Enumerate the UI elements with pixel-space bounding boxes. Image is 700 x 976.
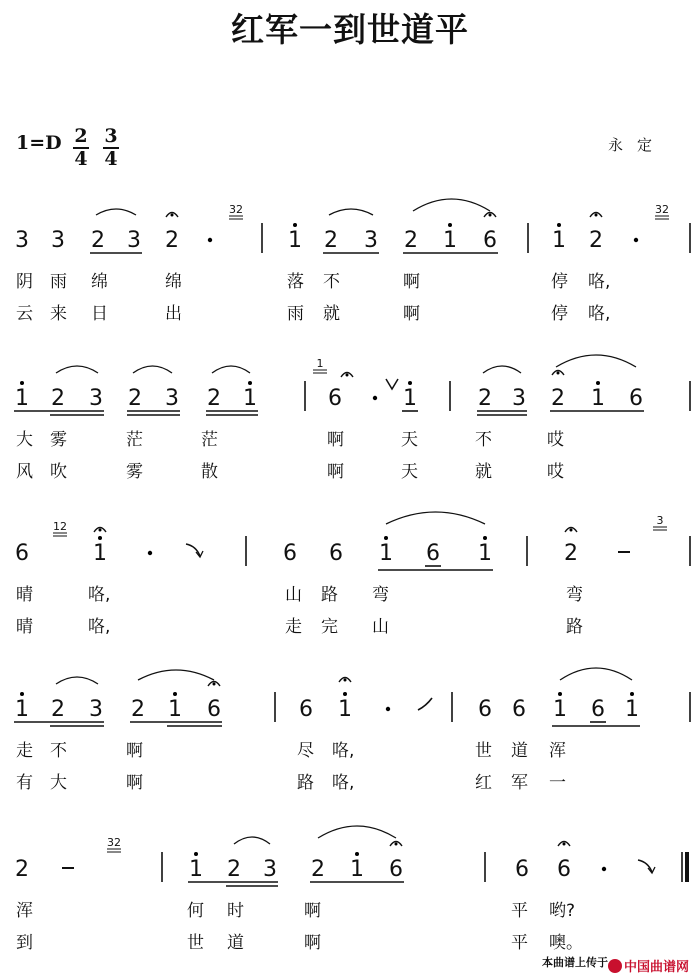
note-digit: 1 [243,386,257,411]
note-digit: 2 [478,386,492,411]
lyric-syllable: 散 [201,462,218,482]
octave-dot [20,381,24,385]
lyric-syllable: 雾 [126,462,143,482]
grace-note: 32 [107,836,121,849]
lyric-syllable: 来 [50,304,67,324]
fermata-dot [213,683,216,686]
time-sig-denominator: 4 [74,148,88,170]
lyric-syllable: 不 [475,430,492,450]
site-logo-text: 中国曲谱网 [624,960,690,975]
note-digit: 3 [89,697,103,722]
lyric-syllable: 平 [511,933,528,953]
lyric-syllable: 啊 [403,304,420,324]
lyric-syllable: 到 [16,933,33,953]
augmentation-dot [208,238,212,242]
key-signature: 1=D [16,132,62,154]
note-digit: 6 [629,386,643,411]
note-digit: 3 [89,386,103,411]
lyric-syllable: 浑 [549,741,566,761]
lyric-syllable: 哟? [549,901,576,921]
note-digit: 3 [51,228,65,253]
lyric-syllable: 世 [475,741,492,761]
lyric-syllable: 落 [287,272,304,292]
song-title: 红军一到世道平 [231,10,469,49]
slur [234,837,270,844]
lyric-syllable: 道 [511,741,528,761]
note-digit: 2 [165,228,179,253]
lyric-syllable: 不 [50,741,67,761]
octave-dot [194,852,198,856]
lyric-syllable: 啊 [126,741,143,761]
note-digit: 3 [263,857,277,882]
lyric-syllable: 时 [227,901,244,921]
lyric-syllable: 风 [16,462,33,482]
octave-dot [408,381,412,385]
note-digit: 2 [324,228,338,253]
note-digit: 1 [93,541,107,566]
lyric-syllable: 茫 [201,430,218,450]
octave-dot [20,692,24,696]
note-digit: 2 [551,386,565,411]
note-digit: 6 [328,386,342,411]
note-digit: 1 [350,857,364,882]
note-digit: 1 [379,541,393,566]
note-digit: 6 [426,541,440,566]
lyric-syllable: 路 [297,773,314,793]
lyric-syllable: 日 [91,304,108,324]
octave-dot [343,692,347,696]
lyric-syllable: 啊 [304,933,321,953]
lyric-syllable: 山 [372,617,389,637]
lyric-syllable: 天 [401,462,418,482]
fermata-dot [395,843,398,846]
lyric-syllable: 咯, [332,773,355,793]
lyric-syllable: 绵 [91,272,108,292]
lyric-syllable: 啊 [126,773,143,793]
slur [556,355,636,367]
note-digit: 1 [15,697,29,722]
octave-dot [558,692,562,696]
music-note-icon [608,959,622,973]
octave-dot [98,536,102,540]
lyric-syllable: 雨 [50,272,67,292]
note-digit: 2 [91,228,105,253]
slur [386,512,485,524]
grace-note: 32 [229,203,243,216]
note-digit: 6 [478,697,492,722]
note-digit: 6 [207,697,221,722]
note-digit: 6 [512,697,526,722]
fermata-dot [595,214,598,217]
lyric-syllable: 何 [187,901,204,921]
note-digit: 3 [15,228,29,253]
lyric-syllable: 浑 [16,901,33,921]
lyric-syllable: 道 [227,933,244,953]
slur [96,209,136,215]
grace-note: 12 [53,520,67,533]
note-digit: 6 [299,697,313,722]
note-digit: 2 [589,228,603,253]
lyric-syllable: 就 [475,462,492,482]
lyric-syllable: 啊 [327,462,344,482]
note-digit: 6 [389,857,403,882]
lyric-syllable: 弯 [372,585,389,605]
lyric-syllable: 噢。 [549,933,583,953]
lyric-syllable: 吹 [50,462,67,482]
lyric-syllable: 停 [551,272,568,292]
time-sig-numerator: 2 [74,125,88,147]
lyric-syllable: 路 [566,617,583,637]
breath-mark-icon [386,379,398,389]
note-digit: 1 [168,697,182,722]
note-digit: 1 [189,857,203,882]
note-digit: 6 [283,541,297,566]
fermata-dot [99,529,102,532]
note-digit: 2 [128,386,142,411]
lyric-syllable: 走 [285,617,302,637]
note-digit: 6 [515,857,529,882]
slur [133,366,172,373]
time-sig-numerator: 3 [104,125,118,147]
note-digit: 6 [15,541,29,566]
lyric-syllable: 云 [16,304,33,324]
note-digit: 2 [207,386,221,411]
lyric-syllable: 完 [321,617,338,637]
octave-dot [596,381,600,385]
slur [56,677,98,684]
augmentation-dot [148,551,152,555]
lyric-syllable: 雨 [287,304,304,324]
site-logo [608,955,696,973]
fermata-dot [570,529,573,532]
grace-note: 3 [656,514,664,527]
lyric-syllable: 平 [511,901,528,921]
lyric-syllable: 茫 [126,430,143,450]
lyric-syllable: 晴 [16,617,33,637]
lyric-syllable: 啊 [304,901,321,921]
lyric-syllable: 咯, [88,585,111,605]
augmentation-dot [634,238,638,242]
note-digit: 2 [131,697,145,722]
lyric-syllable: 路 [321,585,338,605]
note-digit: 1 [288,228,302,253]
lyric-syllable: 咯, [332,741,355,761]
octave-dot [248,381,252,385]
octave-dot [384,536,388,540]
note-digit: 3 [127,228,141,253]
note-digit: 3 [512,386,526,411]
grace-note: 1 [316,357,324,370]
note-digit: 3 [165,386,179,411]
lyric-syllable: 出 [165,304,182,324]
note-digit: 1 [552,228,566,253]
note-digit: 1 [625,697,639,722]
lyric-syllable: 就 [323,304,340,324]
slur [138,670,214,680]
note-digit: 2 [564,541,578,566]
note-digit: 1 [478,541,492,566]
lyric-syllable: 一 [549,773,566,793]
lyric-syllable: 哎 [547,462,564,482]
lyric-syllable: 雾 [50,430,67,450]
octave-dot [355,852,359,856]
note-digit: 2 [51,697,65,722]
lyric-syllable: 红 [475,773,492,793]
note-digit: 6 [483,228,497,253]
lyric-syllable: 尽 [297,741,314,761]
fermata-dot [346,374,349,377]
lyric-syllable: 咯, [588,272,611,292]
lyric-syllable: 停 [551,304,568,324]
lyric-syllable: 咯, [588,304,611,324]
lyric-syllable: 天 [401,430,418,450]
lyric-syllable: 走 [16,741,33,761]
slur [413,199,490,211]
augmentation-dot [373,396,377,400]
note-digit: 6 [557,857,571,882]
glide-mark [418,698,432,710]
note-digit: 2 [311,857,325,882]
octave-dot [293,223,297,227]
lyric-syllable: 绵 [165,272,182,292]
note-digit: 1 [553,697,567,722]
lyric-syllable: 啊 [327,430,344,450]
lyric-syllable: 晴 [16,585,33,605]
note-digit: 2 [227,857,241,882]
lyric-syllable: 有 [16,773,33,793]
lyric-syllable: 世 [187,933,204,953]
slur [318,826,396,838]
fermata-dot [344,679,347,682]
octave-dot [557,223,561,227]
fermata-dot [563,843,566,846]
note-digit: 2 [15,857,29,882]
note-digit: 3 [364,228,378,253]
octave-dot [448,223,452,227]
note-digit: 1 [403,386,417,411]
lyric-syllable: 大 [16,430,33,450]
octave-dot [483,536,487,540]
augmentation-dot [386,707,390,711]
note-digit: 6 [591,697,605,722]
fermata-dot [171,214,174,217]
fermata-dot [489,214,492,217]
slur [329,209,373,215]
lyric-syllable: 大 [50,773,67,793]
lyric-syllable: 不 [323,272,340,292]
grace-note: 32 [655,203,669,216]
slur [56,366,98,373]
note-digit: 1 [15,386,29,411]
lyric-syllable: 山 [285,585,302,605]
lyric-syllable: 啊 [403,272,420,292]
octave-dot [173,692,177,696]
note-digit: 6 [329,541,343,566]
lyric-syllable: 弯 [566,585,583,605]
note-digit: 2 [51,386,65,411]
lyric-syllable: 哎 [547,430,564,450]
octave-dot [630,692,634,696]
note-digit: 1 [443,228,457,253]
slur [212,366,250,373]
composer-credit: 永定 [608,136,667,154]
slur [483,366,521,373]
fermata-dot [557,372,560,375]
upload-credit: 本曲谱上传于 [542,956,608,969]
augmentation-dot [602,867,606,871]
lyric-syllable: 阴 [16,272,33,292]
note-digit: 2 [404,228,418,253]
slur [560,668,632,680]
note-digit: 1 [338,697,352,722]
note-digit: 1 [591,386,605,411]
lyric-syllable: 军 [511,773,528,793]
time-sig-denominator: 4 [104,148,118,170]
lyric-syllable: 咯, [88,617,111,637]
